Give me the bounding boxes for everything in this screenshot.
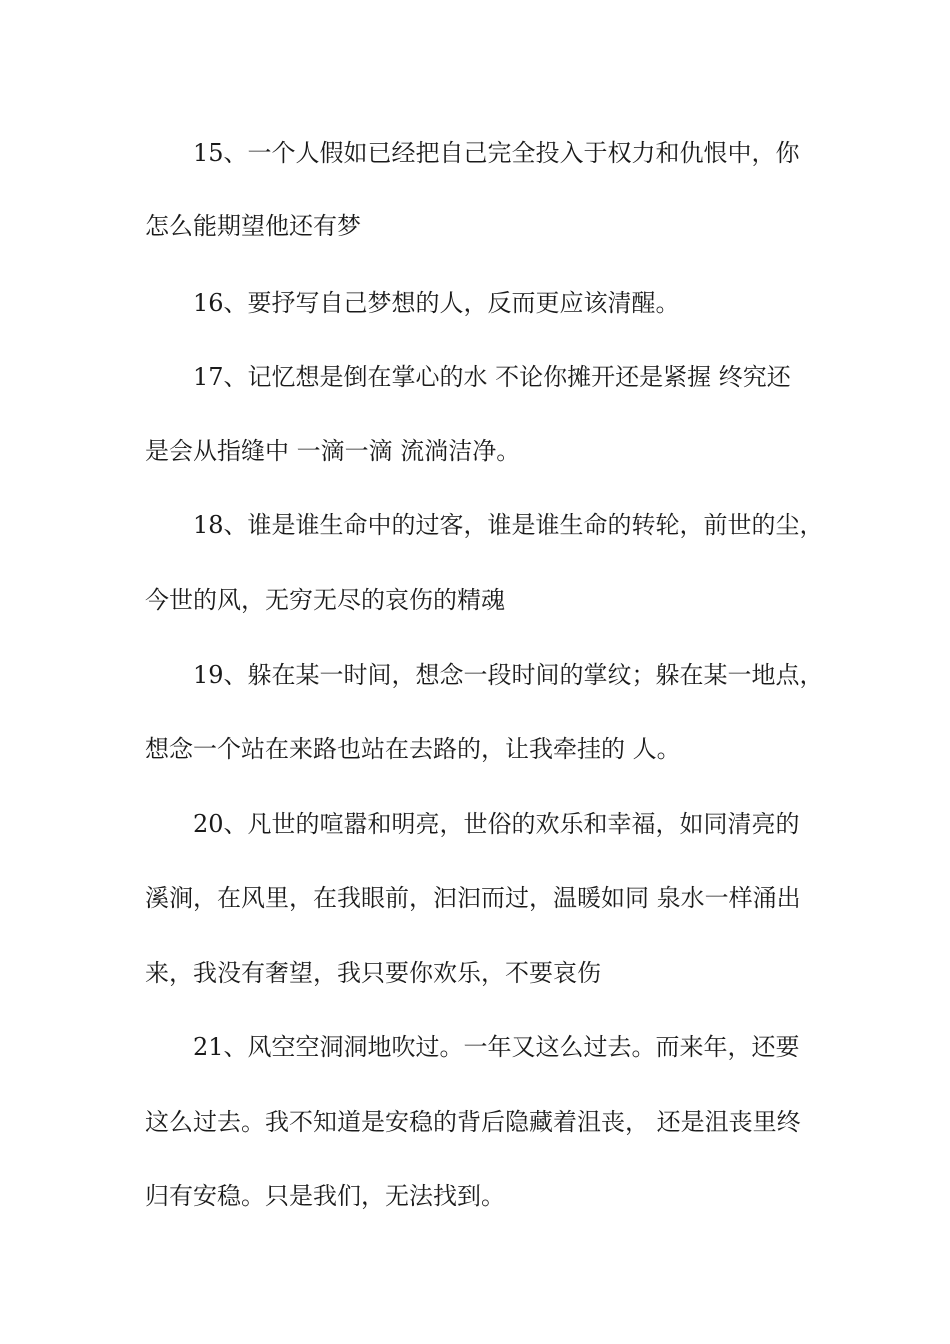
paragraph-19-line-1: 19、躲在某一时间，想念一段时间的掌纹；躲在某一地点， [193,661,824,689]
paragraph-20-line-2: 溪涧，在风里，在我眼前，汩汩而过，温暖如同 泉水一样涌出 [145,884,801,912]
paragraph-18-line-2: 今世的风，无穷无尽的哀伤的精魂 [145,586,505,614]
paragraph-15-line-1: 15、一个人假如已经把自己完全投入于权力和仇恨中，你 [193,139,800,167]
paragraph-21-line-2: 这么过去。我不知道是安稳的背后隐藏着沮丧， 还是沮丧里终 [145,1108,801,1136]
paragraph-21-line-3: 归有安稳。只是我们，无法找到。 [145,1182,505,1210]
paragraph-18-line-1: 18、谁是谁生命中的过客，谁是谁生命的转轮，前世的尘， [193,511,824,539]
paragraph-15-line-2: 怎么能期望他还有梦 [145,212,361,240]
paragraph-21-line-1: 21、风空空洞洞地吹过。一年又这么过去。而来年，还要 [193,1033,800,1061]
paragraph-20-line-1: 20、凡世的喧嚣和明亮，世俗的欢乐和幸福，如同清亮的 [193,810,800,838]
paragraph-17-line-2: 是会从指缝中 一滴一滴 流淌洁净。 [145,437,521,465]
paragraph-16-line-1: 16、要抒写自己梦想的人，反而更应该清醒。 [193,289,680,317]
paragraph-20-line-3: 来，我没有奢望，我只要你欢乐，不要哀伤 [145,959,601,987]
paragraph-17-line-1: 17、记忆想是倒在掌心的水 不论你摊开还是紧握 终究还 [193,363,791,391]
paragraph-19-line-2: 想念一个站在来路也站在去路的，让我牵挂的 人。 [145,735,681,763]
